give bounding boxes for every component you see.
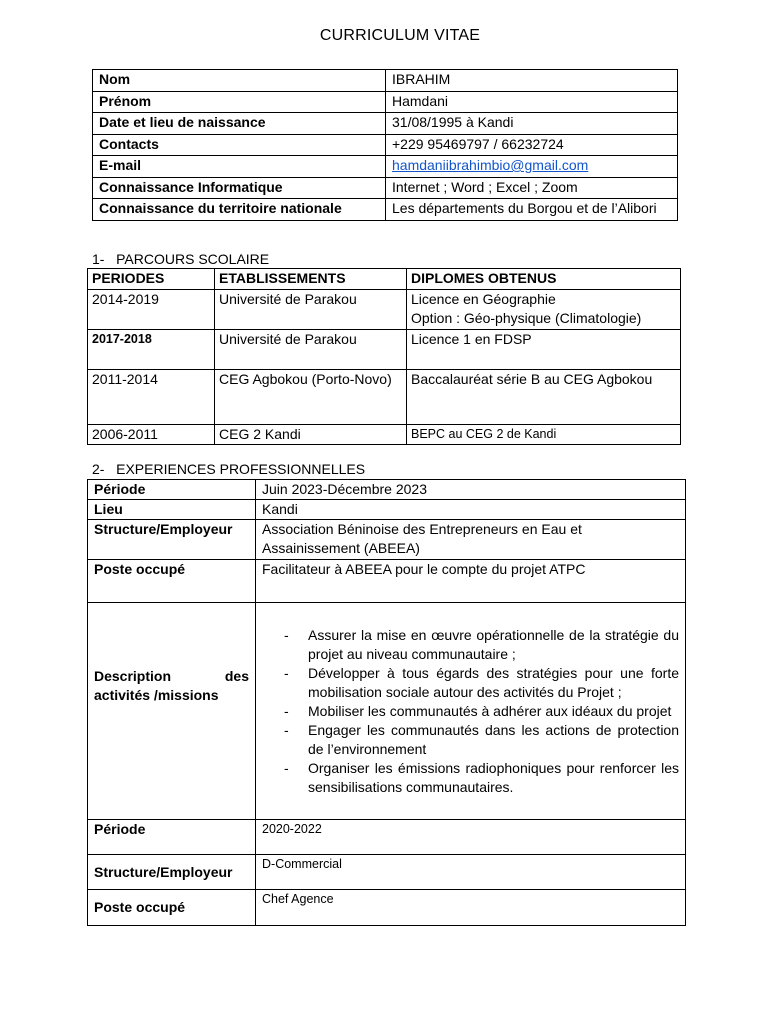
table-row	[88, 425, 681, 445]
table-row	[88, 855, 686, 890]
table-row	[88, 520, 686, 560]
value-lieu: Kandi	[256, 500, 686, 520]
experience-table	[87, 479, 686, 926]
label-email: E-mail	[93, 156, 386, 178]
column-header: ETABLISSEMENTS	[215, 269, 407, 290]
section-heading-school	[92, 250, 269, 269]
label-prenom: Prénom	[93, 91, 386, 113]
section-title: EXPERIENCES PROFESSIONNELLES	[116, 461, 366, 477]
label-structure: Structure/Employeur	[88, 855, 256, 890]
school-cell: Université de Parakou	[215, 330, 407, 370]
value-nom: IBRAHIM	[386, 70, 678, 92]
label-poste: Poste occupé	[88, 560, 256, 603]
label-nom: Nom	[93, 70, 386, 92]
value-poste: Chef Agence	[256, 890, 686, 926]
table-row	[93, 156, 678, 178]
label-lieu: Lieu	[88, 500, 256, 520]
table-row	[88, 890, 686, 926]
label-periode: Période	[88, 480, 256, 500]
value-computer-skills: Internet ; Word ; Excel ; Zoom	[386, 177, 678, 199]
table-row	[88, 560, 686, 603]
period-cell: 2014-2019	[88, 290, 215, 330]
school-cell: CEG 2 Kandi	[215, 425, 407, 445]
value-email	[386, 156, 678, 178]
label-birth: Date et lieu de naissance	[93, 113, 386, 135]
diploma-cell: Licence 1 en FDSP	[407, 330, 681, 370]
label-territory: Connaissance du territoire nationale	[93, 199, 386, 221]
column-header: PERIODES	[88, 269, 215, 290]
diploma-cell: Baccalauréat série B au CEG Agbokou	[407, 370, 681, 425]
value-periode: Juin 2023-Décembre 2023	[256, 480, 686, 500]
diploma-cell: BEPC au CEG 2 de Kandi	[407, 425, 681, 445]
table-row	[93, 70, 678, 92]
table-row	[88, 500, 686, 520]
period-cell: 2017-2018	[88, 330, 215, 370]
table-row	[88, 370, 681, 425]
column-header: DIPLOMES OBTENUS	[407, 269, 681, 290]
table-row	[93, 113, 678, 135]
section-title: PARCOURS SCOLAIRE	[116, 251, 270, 267]
list-item: - Mobiliser les communautés à adhérer aux idéaux du projet	[262, 702, 679, 721]
table-row	[93, 134, 678, 156]
activities-list	[262, 626, 679, 797]
label-periode: Période	[88, 820, 256, 855]
personal-info-table	[92, 69, 678, 221]
list-item: - Assurer la mise en œuvre opérationnelle de la stratégie du projet au niveau communautaire ;	[262, 626, 679, 664]
label-poste: Poste occupé	[88, 890, 256, 926]
value-birth: 31/08/1995 à Kandi	[386, 113, 678, 135]
description-label: Description des activités /missions	[94, 668, 249, 703]
section-number: 1-	[92, 251, 105, 267]
label-contacts: Contacts	[93, 134, 386, 156]
value-structure: D-Commercial	[256, 855, 686, 890]
email-link[interactable]: hamdaniibrahimbio@gmail.com	[392, 157, 589, 173]
table-row	[93, 177, 678, 199]
table-header-row	[88, 269, 681, 290]
table-row	[88, 330, 681, 370]
value-contacts: +229 95469797 / 66232724	[386, 134, 678, 156]
school-table	[87, 268, 681, 445]
period-cell: 2011-2014	[88, 370, 215, 425]
value-prenom: Hamdani	[386, 91, 678, 113]
value-periode: 2020-2022	[256, 820, 686, 855]
section-number: 2-	[92, 461, 105, 477]
value-territory: Les départements du Borgou et de l’Alibori	[386, 199, 678, 221]
period-cell: 2006-2011	[88, 425, 215, 445]
table-row	[88, 290, 681, 330]
label-description	[88, 603, 256, 820]
section-heading-experience	[92, 460, 365, 479]
table-row	[88, 480, 686, 500]
table-row	[88, 820, 686, 855]
table-row	[93, 199, 678, 221]
list-item: - Engager les communautés dans les actions de protection de l’environnement	[262, 721, 679, 759]
table-row	[93, 91, 678, 113]
table-row	[88, 603, 686, 820]
diploma-line: Licence en Géographie	[411, 291, 556, 307]
list-item: - Organiser les émissions radiophoniques pour renforcer les sensibilisations communautaires.	[262, 759, 679, 797]
document-title: CURRICULUM VITAE	[319, 27, 481, 44]
diploma-line: Option : Géo-physique (Climatologie)	[411, 310, 642, 326]
school-cell: Université de Parakou	[215, 290, 407, 330]
value-structure: Association Béninoise des Entrepreneurs en Eau et Assainissement (ABEEA)	[256, 520, 686, 560]
value-poste: Facilitateur à ABEEA pour le compte du projet ATPC	[256, 560, 686, 603]
label-structure: Structure/Employeur	[88, 520, 256, 560]
school-cell: CEG Agbokou (Porto-Novo)	[215, 370, 407, 425]
label-computer-skills: Connaissance Informatique	[93, 177, 386, 199]
diploma-cell	[407, 290, 681, 330]
activities-cell	[256, 603, 686, 820]
list-item: - Développer à tous égards des stratégies pour une forte mobilisation sociale autour des activités du Projet ;	[262, 664, 679, 702]
